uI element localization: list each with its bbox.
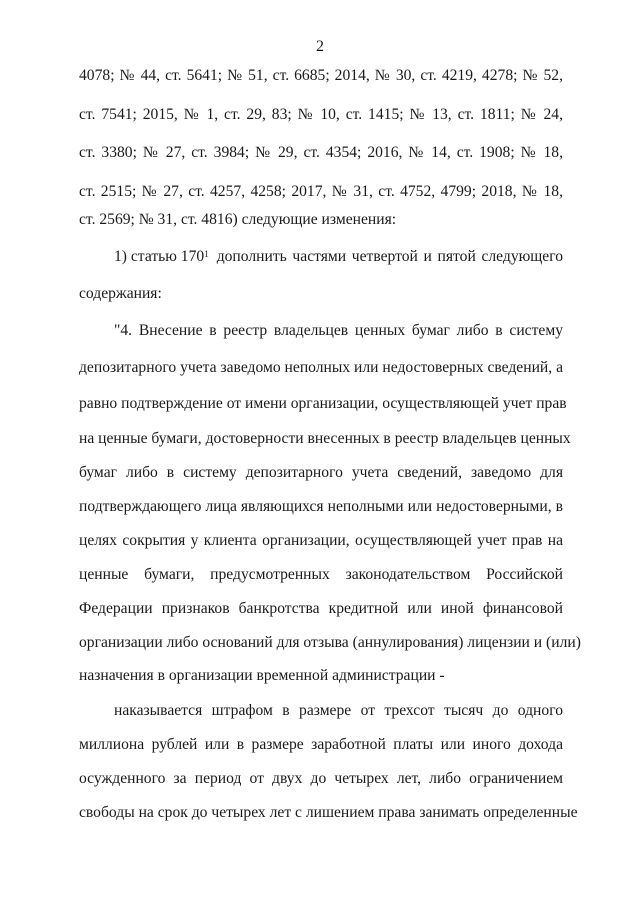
text-line: Федерации признаков банкротства кредитной или иной финансовой [79,600,563,617]
text-line: ст. 7541; 2015, № 1, ст. 29, 83; № 10, ст. 1415; № 13, ст. 1811; № 24, [79,106,563,123]
text-line-article-ref [114,247,563,267]
text-line: ст. 3380; № 27, ст. 3984; № 29, ст. 4354; 2016, № 14, ст. 1908; № 18, [79,144,563,161]
text-line: целях сокрытия у клиента организации, осуществляющей учет прав на [79,532,563,549]
text-line-remainder: дополнить частями четвертой и пятой следующего [216,248,563,265]
text-line: 4078; № 44, ст. 5641; № 51, ст. 6685; 2014, № 30, ст. 4219, 4278; № 52, [79,67,563,84]
text-line: ст. 2569; № 31, ст. 4816) следующие изменения: [79,211,397,228]
text-line: равно подтверждение от имени организации, осуществляющей учет прав [79,395,567,412]
page-number: 2 [316,38,324,55]
text-line: свободы на срок до четырех лет с лишением права занимать определенные [79,804,578,821]
text-line: "4. Внесение в реестр владельцев ценных бумаг либо в систему [114,322,563,339]
article-ref: 1) статью $170^1$ [114,248,209,265]
text-line: назначения в организации временной администрации - [79,667,445,684]
text-line: ст. 2515; № 27, ст. 4257, 4258; 2017, № 31, ст. 4752, 4799; 2018, № 18, [79,183,563,200]
text-line: содержания: [79,285,162,302]
text-line: миллиона рублей или в размере заработной платы или иного дохода [79,736,563,753]
text-line: подтверждающего лица являющихся неполными или недостоверными, в [79,498,563,515]
text-line: ценные бумаги, предусмотренных законодательством Российской [79,566,563,583]
text-line: осужденного за период от двух до четырех лет, либо ограничением [79,770,563,787]
text-line: на ценные бумаги, достоверности внесенных в реестр владельцев ценных [79,430,571,447]
text-line: наказывается штрафом в размере от трехсот тысяч до одного [114,702,563,719]
text-line: организации либо оснований для отзыва (аннулирования) лицензии и (или) [79,634,581,651]
text-line: бумаг либо в систему депозитарного учета сведений, заведомо для [79,464,563,481]
text-line: депозитарного учета заведомо неполных или недостоверных сведений, а [79,359,563,376]
